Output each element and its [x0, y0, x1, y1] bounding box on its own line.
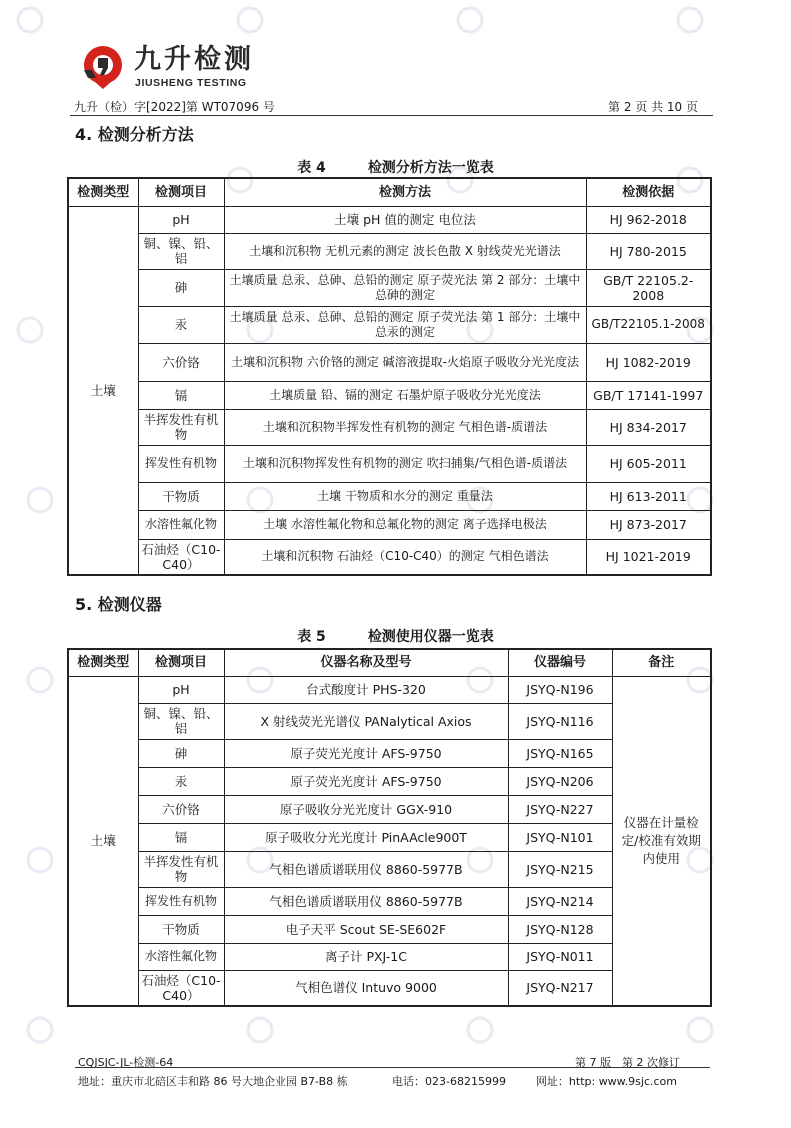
table-row: [68, 539, 711, 575]
instruments-table: [67, 648, 712, 1007]
company-phone: 电话：023-68215999: [392, 1075, 506, 1088]
method-cell: 土壤和沉积物半挥发性有机物的测定 气相色谱-质谱法: [224, 409, 586, 445]
basis-cell: HJ 873-2017: [586, 510, 711, 539]
item-cell: 铜、镍、铅、铝: [138, 703, 224, 739]
item-cell: 石油烃（C10-C40）: [138, 539, 224, 575]
table-5-caption: [0, 626, 791, 646]
category-cell: 土壤: [68, 206, 138, 575]
item-cell: 水溶性氟化物: [138, 510, 224, 539]
table-row: [68, 676, 711, 703]
methods-table: [67, 177, 712, 576]
instrument-code-cell: JSYQ-N215: [508, 851, 612, 887]
method-cell: 土壤和沉积物 无机元素的测定 波长色散 X 射线荧光光谱法: [224, 233, 586, 269]
logo-chinese-name: 九升检测: [134, 44, 254, 75]
item-cell: 铜、镍、铅、铝: [138, 233, 224, 269]
basis-cell: HJ 834-2017: [586, 409, 711, 445]
instrument-code-cell: JSYQ-N214: [508, 887, 612, 915]
table-row: [68, 269, 711, 306]
category-cell: 土壤: [68, 676, 138, 1006]
method-cell: 土壤和沉积物 六价铬的测定 碱溶液提取-火焰原子吸收分光光度法: [224, 343, 586, 381]
instrument-cell: 原子荧光光度计 AFS-9750: [224, 767, 508, 795]
table-row: [68, 482, 711, 510]
item-cell: 镉: [138, 381, 224, 409]
column-header: 仪器名称及型号: [224, 649, 508, 676]
basis-cell: HJ 780-2015: [586, 233, 711, 269]
item-cell: 挥发性有机物: [138, 887, 224, 915]
table-4-number: 表 4: [297, 160, 326, 176]
page-info: 第 2 页 共 10 页: [608, 100, 698, 114]
item-cell: pH: [138, 206, 224, 233]
item-cell: 半挥发性有机物: [138, 851, 224, 887]
column-header: 检测项目: [138, 178, 224, 206]
method-cell: 土壤质量 总汞、总砷、总铅的测定 原子荧光法 第 2 部分：土壤中总砷的测定: [224, 269, 586, 306]
instrument-cell: 气相色谱质谱联用仪 8860-5977B: [224, 887, 508, 915]
basis-cell: GB/T 17141-1997: [586, 381, 711, 409]
header-divider: [70, 115, 713, 116]
item-cell: 石油烃（C10-C40）: [138, 970, 224, 1006]
item-cell: 汞: [138, 306, 224, 343]
item-cell: 六价铬: [138, 795, 224, 823]
table-5-number: 表 5: [297, 629, 326, 645]
item-cell: 六价铬: [138, 343, 224, 381]
instrument-code-cell: JSYQ-N196: [508, 676, 612, 703]
method-cell: 土壤 干物质和水分的测定 重量法: [224, 482, 586, 510]
item-cell: 砷: [138, 269, 224, 306]
instrument-code-cell: JSYQ-N101: [508, 823, 612, 851]
instrument-cell: 原子荧光光度计 AFS-9750: [224, 739, 508, 767]
table-row: [68, 206, 711, 233]
table-row: [68, 233, 711, 269]
company-address: 地址：重庆市北碚区丰和路 86 号大地企业园 B7-B8 栋: [78, 1075, 348, 1088]
table-header-row: [68, 649, 711, 676]
instrument-code-cell: JSYQ-N217: [508, 970, 612, 1006]
column-header: 备注: [612, 649, 711, 676]
remark-cell: 仪器在计量检定/校准有效期内使用: [612, 676, 711, 1006]
basis-cell: HJ 1021-2019: [586, 539, 711, 575]
column-header: 检测类型: [68, 649, 138, 676]
instrument-code-cell: JSYQ-N128: [508, 915, 612, 943]
table-4-caption: [0, 157, 791, 177]
company-logo: [78, 42, 288, 94]
method-cell: 土壤 pH 值的测定 电位法: [224, 206, 586, 233]
logo-mark-icon: [78, 42, 128, 92]
instrument-cell: X 射线荧光光谱仪 PANalytical Axios: [224, 703, 508, 739]
instrument-code-cell: JSYQ-N011: [508, 943, 612, 970]
method-cell: 土壤质量 铅、镉的测定 石墨炉原子吸收分光光度法: [224, 381, 586, 409]
item-cell: 水溶性氟化物: [138, 943, 224, 970]
table-row: [68, 409, 711, 445]
column-header: 检测依据: [586, 178, 711, 206]
basis-cell: GB/T 22105.2-2008: [586, 269, 711, 306]
table-row: [68, 510, 711, 539]
basis-cell: HJ 962-2018: [586, 206, 711, 233]
item-cell: 干物质: [138, 915, 224, 943]
method-cell: 土壤 水溶性氟化物和总氟化物的测定 离子选择电极法: [224, 510, 586, 539]
instrument-cell: 离子计 PXJ-1C: [224, 943, 508, 970]
table-5-title: 检测使用仪器一览表: [367, 629, 494, 645]
document-version: 第 7 版 第 2 次修订: [575, 1056, 680, 1069]
method-cell: 土壤和沉积物 石油烃（C10-C40）的测定 气相色谱法: [224, 539, 586, 575]
table-row: [68, 445, 711, 482]
table-4-title: 检测分析方法一览表: [367, 160, 494, 176]
section-5-heading: 5. 检测仪器: [75, 595, 162, 614]
logo-english-name: JIUSHENG TESTING: [135, 77, 247, 89]
basis-cell: HJ 613-2011: [586, 482, 711, 510]
item-cell: 半挥发性有机物: [138, 409, 224, 445]
item-cell: 砷: [138, 739, 224, 767]
table-row: [68, 306, 711, 343]
basis-cell: HJ 605-2011: [586, 445, 711, 482]
instrument-cell: 气相色谱质谱联用仪 8860-5977B: [224, 851, 508, 887]
instrument-code-cell: JSYQ-N116: [508, 703, 612, 739]
column-header: 检测项目: [138, 649, 224, 676]
item-cell: pH: [138, 676, 224, 703]
instrument-code-cell: JSYQ-N165: [508, 739, 612, 767]
item-cell: 干物质: [138, 482, 224, 510]
column-header: 仪器编号: [508, 649, 612, 676]
item-cell: 挥发性有机物: [138, 445, 224, 482]
footer-divider: [75, 1067, 710, 1068]
document-code: CQJSJC-JL-检测-64: [78, 1056, 174, 1069]
instrument-cell: 原子吸收分光光度计 GGX-910: [224, 795, 508, 823]
instrument-cell: 原子吸收分光光度计 PinAAcle900T: [224, 823, 508, 851]
instrument-cell: 气相色谱仪 Intuvo 9000: [224, 970, 508, 1006]
method-cell: 土壤质量 总汞、总砷、总铅的测定 原子荧光法 第 1 部分：土壤中总汞的测定: [224, 306, 586, 343]
item-cell: 汞: [138, 767, 224, 795]
method-cell: 土壤和沉积物挥发性有机物的测定 吹扫捕集/气相色谱-质谱法: [224, 445, 586, 482]
report-number: 九升（检）字[2022]第 WT07096 号: [74, 100, 275, 114]
instrument-code-cell: JSYQ-N206: [508, 767, 612, 795]
section-4-heading: 4. 检测分析方法: [75, 125, 194, 144]
instrument-cell: 台式酸度计 PHS-320: [224, 676, 508, 703]
column-header: 检测类型: [68, 178, 138, 206]
column-header: 检测方法: [224, 178, 586, 206]
company-website: 网址：http: www.9sjc.com: [535, 1075, 677, 1088]
table-row: [68, 381, 711, 409]
table-row: [68, 343, 711, 381]
item-cell: 镉: [138, 823, 224, 851]
instrument-code-cell: JSYQ-N227: [508, 795, 612, 823]
basis-cell: HJ 1082-2019: [586, 343, 711, 381]
basis-cell: GB/T22105.1-2008: [586, 306, 711, 343]
table-header-row: [68, 178, 711, 206]
instrument-cell: 电子天平 Scout SE-SE602F: [224, 915, 508, 943]
